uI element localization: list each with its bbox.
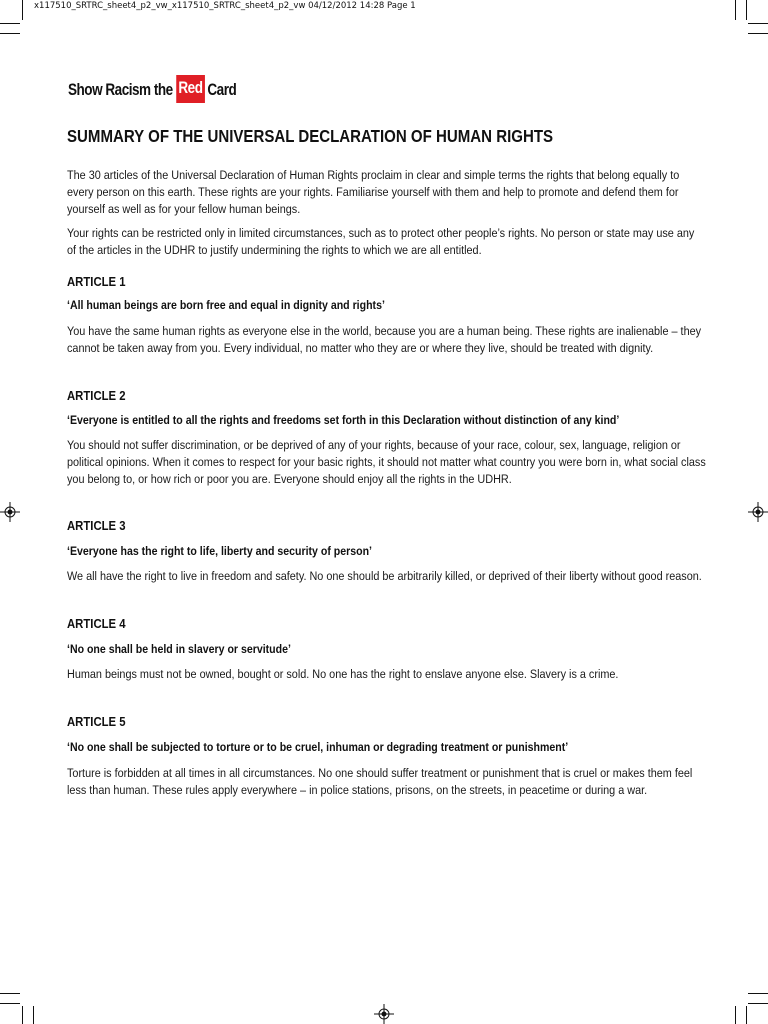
article-heading: ARTICLE 2 xyxy=(67,389,126,403)
crop-mark xyxy=(735,0,736,20)
article-body: You have the same human rights as everyone else in the world, because you are a human being. These rights are inalienable – they cannot be taken away from you. Every individual, no matter who they are or where they live, should be treated with dignity. xyxy=(67,324,702,355)
article-quote: ‘Everyone has the right to life, liberty and security of person’ xyxy=(67,544,372,558)
crop-mark xyxy=(0,23,20,24)
article-quote: ‘All human beings are born free and equal in dignity and rights’ xyxy=(67,298,385,312)
crop-mark xyxy=(748,33,768,34)
crop-mark xyxy=(748,993,768,994)
print-slug: x117510_SRTRC_sheet4_p2_vw_x117510_SRTRC_sheet4_p2_vw 04/12/2012 14:28 Page 1 xyxy=(34,1,416,11)
logo xyxy=(68,76,236,104)
article-quote: ‘Everyone is entitled to all the rights and freedoms set forth in this Declaration without distinction of any kind’ xyxy=(67,413,620,427)
registration-mark-bottom xyxy=(374,1004,394,1024)
crop-mark xyxy=(22,1006,23,1024)
page-title: SUMMARY OF THE UNIVERSAL DECLARATION OF HUMAN RIGHTS xyxy=(67,126,554,146)
crop-mark xyxy=(746,1006,747,1024)
article-body: Human beings must not be owned, bought or sold. No one has the right to enslave anyone else. Slavery is a crime. xyxy=(67,667,619,681)
article-quote: ‘No one shall be held in slavery or servitude’ xyxy=(67,642,291,656)
intro-paragraph: Your rights can be restricted only in limited circumstances, such as to protect other people’s rights. No person or state may use any of the articles in the UDHR to justify undermining the rights to which we are all entitled. xyxy=(67,226,695,257)
article-quote: ‘No one shall be subjected to torture or to be cruel, inhuman or degrading treatment or punishment’ xyxy=(67,740,569,754)
article-heading: ARTICLE 1 xyxy=(67,275,126,289)
article-body: Torture is forbidden at all times in all circumstances. No one should suffer treatment or punishment that is cruel or makes them feel less than human. These rules apply everywhere – in police stations, prisons, on the streets, in peacetime or during a war. xyxy=(67,766,693,797)
article-body: You should not suffer discrimination, or be deprived of any of your rights, because of your race, colour, sex, language, religion or political opinions. When it comes to respect for your basic rights, it should not matter what country you were born in, what social class you belong to, or how rich or poor you are. Everyone should enjoy all the rights in the UDHR. xyxy=(67,438,706,486)
crop-mark xyxy=(0,993,20,994)
article-heading: ARTICLE 5 xyxy=(67,715,126,729)
crop-mark xyxy=(22,0,23,20)
registration-mark-right xyxy=(748,502,768,522)
logo-text-after: Card xyxy=(207,80,237,99)
crop-mark xyxy=(748,23,768,24)
crop-mark xyxy=(0,33,20,34)
crop-mark xyxy=(735,1006,736,1024)
logo-text-before: Show Racism the xyxy=(68,80,173,99)
crop-mark xyxy=(0,1003,20,1004)
crop-mark xyxy=(748,1003,768,1004)
logo-red-card: Red xyxy=(176,75,205,103)
article-body: We all have the right to live in freedom and safety. No one should be arbitrarily killed, or deprived of their liberty without good reason. xyxy=(67,569,702,583)
crop-mark xyxy=(746,0,747,20)
crop-mark xyxy=(33,1006,34,1024)
article-heading: ARTICLE 3 xyxy=(67,519,126,533)
article-heading: ARTICLE 4 xyxy=(67,617,126,631)
intro-paragraph: The 30 articles of the Universal Declaration of Human Rights proclaim in clear and simple terms the rights that belong equally to every person on this earth. These rights are your rights. Familiarise yourself with them and help to promote and defend them for yourself as well as for your fellow human beings. xyxy=(67,168,680,216)
registration-mark-left xyxy=(0,502,20,522)
